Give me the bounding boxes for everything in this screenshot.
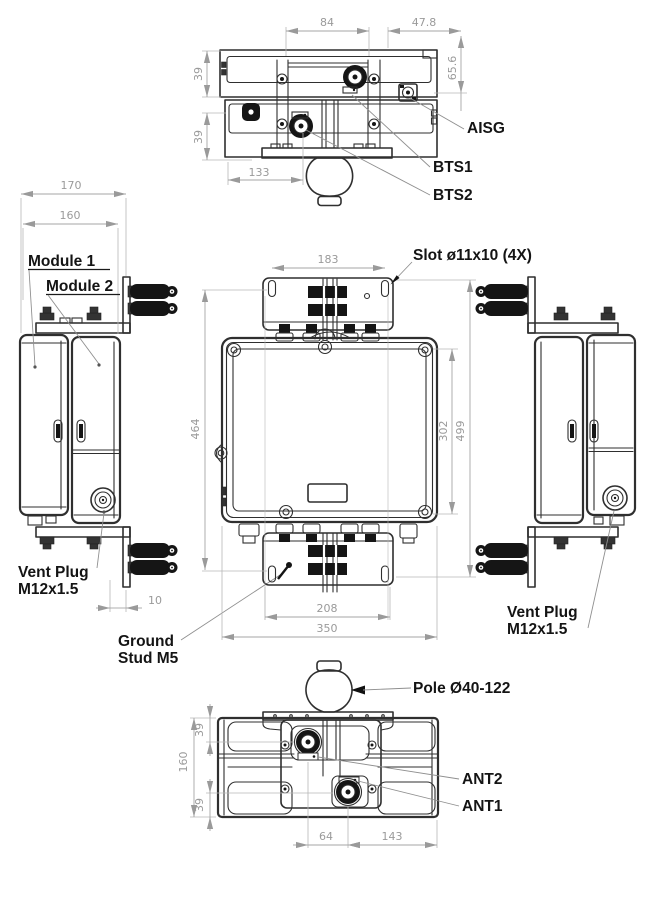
clamp-bolts-bottom [40, 537, 101, 549]
dim-302: 302 [437, 420, 450, 442]
label-bts1: BTS1 [433, 159, 473, 176]
ant2-connector [295, 729, 322, 761]
pole-clamp-outline [306, 158, 352, 196]
label-ground-stud-1: Ground [118, 633, 174, 650]
housing-mark [222, 62, 227, 68]
dim-183: 183 [317, 253, 339, 266]
left-side-view [18, 179, 283, 667]
bts2-connector [289, 112, 313, 138]
label-vent-plug-left-2: M12x1.5 [18, 581, 79, 598]
dim-133: 133 [248, 166, 270, 179]
jumper-cables-bottom-left [128, 543, 178, 575]
label-bts2: BTS2 [433, 187, 473, 204]
dim-350: 350 [316, 622, 338, 635]
pole-bracket-face [281, 720, 381, 808]
label-module1: Module 1 [28, 253, 96, 270]
jumper-cables-top-right [476, 284, 529, 316]
label-vent-plug-left-1: Vent Plug [18, 564, 89, 581]
mount-slot-bottom-left [269, 566, 276, 582]
ground-stud [278, 562, 292, 579]
dim-65-6: 65.6 [446, 55, 459, 81]
dim-39-bottom-upper: 39 [193, 723, 206, 737]
label-module2: Module 2 [46, 278, 114, 295]
dim-160: 160 [59, 209, 81, 222]
mount-slot-top-right [382, 281, 389, 297]
dim-10: 10 [148, 594, 162, 607]
dim-143: 143 [381, 830, 403, 843]
clamp-bolts-top-right [554, 307, 615, 320]
label-slot: Slot ø11x10 (4X) [413, 247, 532, 264]
label-vent-plug-right-2: M12x1.5 [507, 621, 568, 638]
pole-clamp-bottom [306, 670, 352, 712]
aisg-connector [399, 84, 417, 101]
dim-39-lower: 39 [192, 130, 205, 144]
bts1-connector [343, 65, 367, 93]
dim-47-8: 47.8 [411, 16, 437, 29]
mount-slot-bottom-right [382, 566, 389, 582]
dim-39-upper: 39 [192, 67, 205, 81]
vent-plug-left [91, 488, 115, 512]
bottom-view [177, 661, 510, 848]
dim-64: 64 [319, 830, 333, 843]
cover-screws [215, 341, 432, 519]
label-vent-plug-right-1: Vent Plug [507, 604, 578, 621]
dim-464: 464 [189, 418, 202, 440]
ant1-connector [335, 777, 362, 806]
label-ground-stud-2: Stud M5 [118, 650, 179, 667]
dim-499: 499 [454, 420, 467, 442]
top-view [192, 16, 505, 206]
dim-84: 84 [320, 16, 334, 29]
right-side-view [476, 277, 636, 638]
jumper-cables-top-left [128, 284, 178, 316]
nameplate [308, 484, 347, 502]
jumper-cables-bottom-right [476, 543, 529, 575]
label-pole: Pole Ø40-122 [413, 680, 511, 697]
dim-160-bottom: 160 [177, 751, 190, 773]
label-ant1: ANT1 [462, 798, 503, 815]
dim-39-bottom-lower: 39 [193, 798, 206, 812]
label-ant2: ANT2 [462, 771, 503, 788]
dim-170: 170 [60, 179, 82, 192]
dim-208: 208 [316, 602, 338, 615]
bracket-screws-bottom-view [281, 741, 376, 793]
mount-slot-top-left [269, 281, 276, 297]
enclosure-body [222, 338, 437, 522]
label-aisg: AISG [467, 120, 505, 137]
vent-plug-right [603, 486, 627, 510]
